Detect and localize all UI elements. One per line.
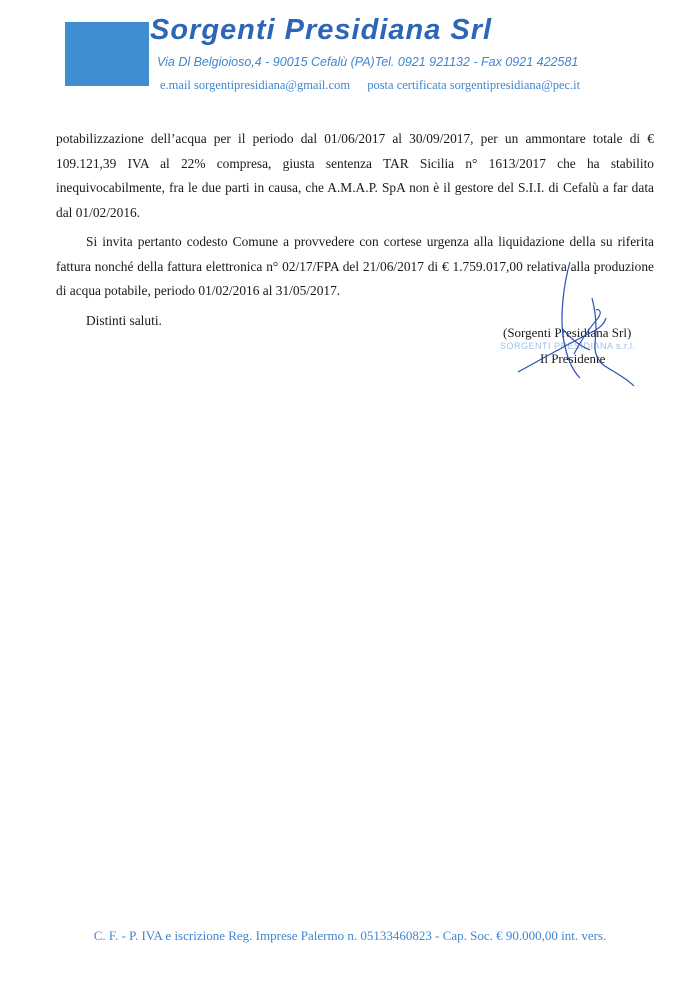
company-stamp: SORGENTI PRESIDIANA s.r.l. — [500, 341, 636, 351]
company-address: Via Dl Belgioioso,4 - 90015 Cefalù (PA)Tel. 0921 921132 - Fax 0921 422581 — [157, 55, 579, 69]
company-email: e.mail sorgentipresidiana@gmail.com — [160, 78, 351, 92]
company-name: Sorgenti Presidiana Srl — [150, 14, 493, 46]
company-contacts — [160, 78, 580, 93]
closing-salutation: Distinti saluti. — [86, 312, 162, 328]
company-logo — [65, 22, 149, 86]
signature-organization: (Sorgenti Presidiana Srl) — [503, 325, 632, 340]
signatory-role: Il Presidente — [540, 351, 606, 366]
company-pec: posta certificata sorgentipresidiana@pec.it — [367, 78, 581, 92]
body-paragraph-1: potabilizzazione dell’acqua per il periodo dal 01/06/2017 al 30/09/2017, per un ammontare totale di € 109.121,39 IVA al 22% compresa, giusta sentenza TAR Sicilia n° 1613/2017 che ha stabilito inequivocabilmente, fra le due parti in causa, che A.M.A.P. SpA non è il gestore del S.I.I. di Cefalù a far data dal 01/02/2016. — [56, 131, 654, 220]
handwritten-signature — [500, 258, 650, 388]
body-paragraph-2: Si invita pertanto codesto Comune a provvedere con cortese urgenza alla liquidazione della su riferita fattura nonché della fattura elettronica n° 02/17/FPA del 21/06/2017 di € 1.759.017,00 relativa alla produzione di acqua potabile, periodo 01/02/2016 al 31/05/2017. — [56, 234, 654, 298]
footer-registration: C. F. - P. IVA e iscrizione Reg. Imprese Palermo n. 05133460823 - Cap. Soc. € 90.000,00 int. vers. — [93, 928, 607, 943]
